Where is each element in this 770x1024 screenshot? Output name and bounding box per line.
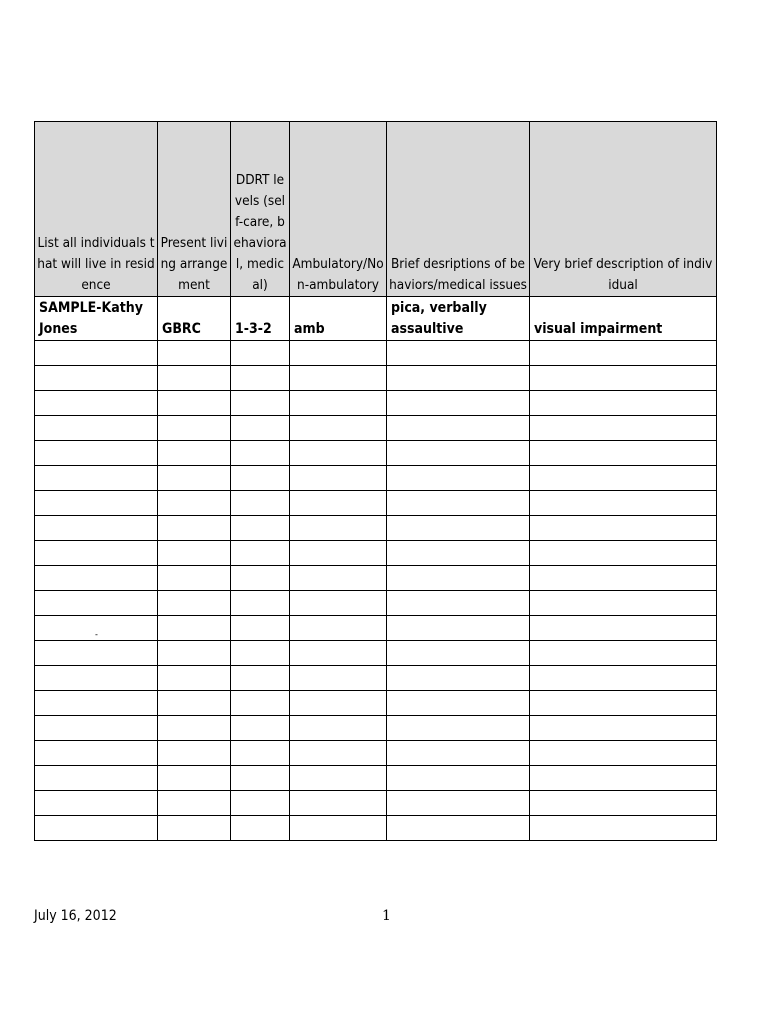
header-description: Very brief description of individual [530, 122, 717, 297]
table-cell[interactable] [530, 441, 717, 466]
table-cell[interactable] [387, 516, 530, 541]
sample-row [35, 297, 717, 341]
table-cell[interactable] [35, 566, 158, 591]
table-cell[interactable] [290, 741, 387, 766]
table-cell[interactable] [387, 391, 530, 416]
table-cell[interactable] [231, 641, 290, 666]
table-cell[interactable] [290, 591, 387, 616]
table-cell[interactable] [231, 766, 290, 791]
table-cell[interactable] [387, 816, 530, 841]
table-cell[interactable] [35, 716, 158, 741]
header-ambulatory: Ambulatory/Non-ambulatory [290, 122, 387, 297]
table-cell[interactable] [530, 366, 717, 391]
table-cell[interactable] [158, 516, 231, 541]
sample-cell-behaviors[interactable]: pica, verbally assaultive [387, 297, 530, 341]
table-cell[interactable] [290, 616, 387, 641]
table-row [35, 541, 717, 566]
table-cell[interactable] [158, 766, 231, 791]
sample-cell-name[interactable]: SAMPLE-Kathy Jones [35, 297, 158, 341]
table-cell[interactable] [35, 391, 158, 416]
table-row [35, 491, 717, 516]
table-cell[interactable] [530, 491, 717, 516]
table-row [35, 441, 717, 466]
table-cell[interactable] [231, 691, 290, 716]
table-cell[interactable] [158, 791, 231, 816]
table-row [35, 766, 717, 791]
table-row [35, 366, 717, 391]
table-cell[interactable] [231, 366, 290, 391]
table-cell[interactable] [290, 791, 387, 816]
table-row [35, 466, 717, 491]
table-cell[interactable] [35, 441, 158, 466]
table-cell[interactable] [387, 541, 530, 566]
table-cell[interactable] [290, 541, 387, 566]
table-row [35, 391, 717, 416]
table-cell[interactable] [290, 366, 387, 391]
table-row [35, 341, 717, 366]
table-cell[interactable] [35, 741, 158, 766]
table-row [35, 591, 717, 616]
table-cell[interactable] [35, 341, 158, 366]
table-cell[interactable] [387, 441, 530, 466]
table-cell[interactable] [530, 391, 717, 416]
table-row [35, 816, 717, 841]
table-cell[interactable] [387, 616, 530, 641]
table-cell[interactable] [387, 416, 530, 441]
table-cell[interactable] [530, 416, 717, 441]
table-row [35, 416, 717, 441]
table-row [35, 741, 717, 766]
table-cell[interactable] [290, 516, 387, 541]
table-cell[interactable] [530, 816, 717, 841]
table-cell[interactable] [387, 341, 530, 366]
table-cell[interactable] [35, 541, 158, 566]
table-row [35, 516, 717, 541]
table-cell[interactable] [231, 741, 290, 766]
table-cell[interactable] [387, 766, 530, 791]
header-individuals: List all individuals that will live in residence [35, 122, 158, 297]
table-cell[interactable] [158, 566, 231, 591]
residents-table [34, 121, 717, 841]
table-cell[interactable] [158, 716, 231, 741]
table-cell[interactable] [530, 591, 717, 616]
table-cell[interactable] [35, 591, 158, 616]
table-cell[interactable] [158, 491, 231, 516]
table-cell[interactable] [530, 766, 717, 791]
table-cell[interactable] [158, 741, 231, 766]
table-cell[interactable] [35, 491, 158, 516]
table-cell[interactable] [158, 641, 231, 666]
table-cell[interactable] [231, 566, 290, 591]
table-cell[interactable] [158, 591, 231, 616]
table-cell[interactable] [158, 816, 231, 841]
table-cell[interactable] [158, 691, 231, 716]
table-cell[interactable] [387, 566, 530, 591]
table-cell[interactable] [35, 516, 158, 541]
table-cell[interactable] [231, 441, 290, 466]
header-behaviors: Brief desriptions of behaviors/medical issues [387, 122, 530, 297]
sample-cell-ddrt[interactable]: 1-3-2 [231, 297, 290, 341]
table-cell[interactable] [35, 691, 158, 716]
page-number: 1 [382, 908, 391, 924]
footer-date: July 16, 2012 [34, 908, 117, 924]
table-row [35, 716, 717, 741]
table-cell[interactable] [530, 341, 717, 366]
table-cell[interactable] [231, 491, 290, 516]
table-cell[interactable] [158, 541, 231, 566]
table-cell[interactable] [158, 366, 231, 391]
table-cell[interactable] [290, 391, 387, 416]
table-cell[interactable] [158, 391, 231, 416]
table-cell[interactable] [35, 466, 158, 491]
table-cell[interactable] [231, 791, 290, 816]
table-cell[interactable] [158, 441, 231, 466]
sample-cell-description[interactable]: visual impairment [530, 297, 717, 341]
table-cell[interactable] [530, 716, 717, 741]
table-cell[interactable] [290, 816, 387, 841]
table-row [35, 566, 717, 591]
table-header-row [35, 122, 717, 297]
table-cell[interactable] [290, 766, 387, 791]
table-row [35, 666, 717, 691]
table-cell[interactable] [290, 491, 387, 516]
header-ddrt-levels: DDRT levels (self-care, behavioral, medical) [231, 122, 290, 297]
table-cell[interactable] [387, 691, 530, 716]
table-cell[interactable] [35, 666, 158, 691]
table-cell[interactable] [35, 366, 158, 391]
table-cell[interactable] [530, 466, 717, 491]
table-cell[interactable] [387, 591, 530, 616]
table-cell[interactable] [530, 791, 717, 816]
stray-dash-mark: - [95, 630, 98, 640]
table-cell[interactable] [387, 741, 530, 766]
table-cell[interactable] [290, 641, 387, 666]
table-cell[interactable] [387, 716, 530, 741]
table-cell[interactable] [530, 691, 717, 716]
header-living-arrangement: Present living arrangement [158, 122, 231, 297]
table-cell[interactable] [290, 416, 387, 441]
table-cell[interactable] [158, 341, 231, 366]
table-cell[interactable] [158, 616, 231, 641]
table-cell[interactable] [387, 641, 530, 666]
table-cell[interactable] [530, 516, 717, 541]
table-cell[interactable] [290, 666, 387, 691]
table-cell[interactable] [530, 741, 717, 766]
table-cell[interactable] [290, 441, 387, 466]
table-cell[interactable] [387, 366, 530, 391]
table-cell[interactable] [231, 666, 290, 691]
table-cell[interactable] [231, 341, 290, 366]
table-cell[interactable] [231, 391, 290, 416]
table-cell[interactable] [231, 516, 290, 541]
table-cell[interactable] [290, 341, 387, 366]
table-cell[interactable] [290, 716, 387, 741]
table-cell[interactable] [231, 591, 290, 616]
table-cell[interactable] [530, 666, 717, 691]
table-cell[interactable] [530, 616, 717, 641]
table-cell[interactable] [231, 816, 290, 841]
table-cell[interactable] [290, 466, 387, 491]
table-cell[interactable] [35, 791, 158, 816]
table-cell[interactable] [231, 466, 290, 491]
table-cell[interactable] [158, 666, 231, 691]
table-cell[interactable] [530, 541, 717, 566]
table-cell[interactable] [530, 641, 717, 666]
table-cell[interactable] [35, 816, 158, 841]
table-cell[interactable] [387, 791, 530, 816]
table-row [35, 791, 717, 816]
table-cell[interactable] [530, 566, 717, 591]
table-cell[interactable] [231, 416, 290, 441]
sample-cell-living[interactable]: GBRC [158, 297, 231, 341]
table-cell[interactable] [35, 641, 158, 666]
sample-cell-ambulatory[interactable]: amb [290, 297, 387, 341]
table-cell[interactable] [290, 691, 387, 716]
table-cell[interactable] [158, 466, 231, 491]
table-cell[interactable] [290, 566, 387, 591]
table-cell[interactable] [387, 491, 530, 516]
table-cell[interactable] [35, 416, 158, 441]
table-cell[interactable] [35, 766, 158, 791]
table-row [35, 691, 717, 716]
table-cell[interactable] [158, 416, 231, 441]
table-cell[interactable] [231, 616, 290, 641]
table-cell[interactable] [387, 666, 530, 691]
table-cell[interactable] [231, 541, 290, 566]
table-row [35, 641, 717, 666]
table-cell[interactable] [387, 466, 530, 491]
table-row [35, 616, 717, 641]
table-cell[interactable] [231, 716, 290, 741]
